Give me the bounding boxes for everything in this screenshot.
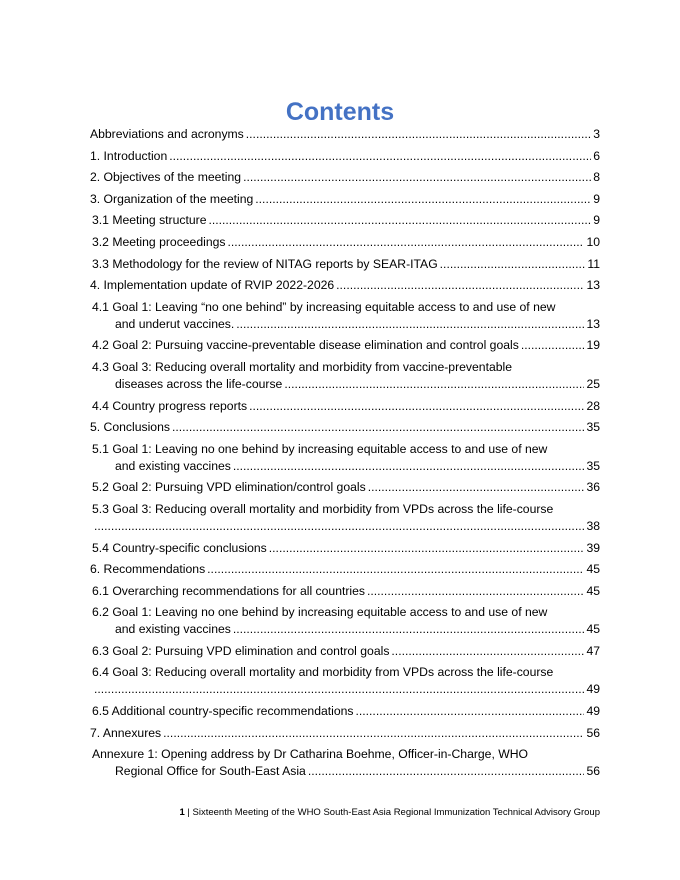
toc-entry-5-3-goal-3[interactable] (90, 501, 600, 535)
toc-entry-text: 6.5 Additional country-specific recommendations (92, 704, 354, 719)
leader-dots (233, 621, 585, 638)
toc-page-number: 35 (586, 420, 600, 435)
leader-dots (249, 398, 584, 415)
toc-entry-additional-recommendations[interactable] (90, 703, 600, 720)
leader-dots (284, 376, 584, 393)
toc-entry-text: 5.4 Country-specific conclusions (92, 540, 267, 555)
toc-page-number: 56 (586, 764, 600, 779)
toc-entry-overarching-recommendations[interactable] (90, 583, 600, 600)
leader-dots (207, 561, 584, 578)
toc-page-number: 25 (586, 376, 600, 391)
leader-dots (269, 540, 585, 557)
toc-page-number: 8 (593, 170, 600, 185)
footer-text: | Sixteenth Meeting of the WHO South-East Asia Regional Immunization Technical Advisory Group (184, 807, 600, 818)
toc-entry-conclusions[interactable] (90, 419, 600, 436)
toc-entry-meeting-proceedings[interactable] (90, 234, 600, 251)
leader-dots (94, 681, 584, 698)
leader-dots (255, 191, 591, 208)
leader-dots (172, 419, 584, 436)
leader-dots (169, 148, 591, 165)
leader-dots (440, 256, 586, 273)
toc-entry-annexure-1[interactable] (90, 746, 600, 780)
toc-entry-introduction[interactable] (90, 148, 600, 165)
toc-entry-objectives[interactable] (90, 169, 600, 186)
leader-dots (308, 763, 585, 780)
toc-page-number: 13 (586, 316, 600, 331)
toc-entry-4-2-goal-2[interactable] (90, 337, 600, 354)
toc-page-number: 11 (587, 256, 600, 271)
toc-entry-implementation-update[interactable] (90, 277, 600, 294)
toc-page-number: 9 (593, 213, 600, 228)
toc-entry-text: diseases across the life-course (115, 376, 283, 391)
toc-entry-text: 7. Annexures (90, 725, 162, 740)
toc-page-number: 47 (586, 643, 600, 658)
toc-entry-6-4-goal-3[interactable] (90, 664, 600, 698)
toc-entry-text: and underut vaccines. (115, 316, 235, 331)
toc-entry-text-first-line: 4.3 Goal 3: Reducing overall mortality and morbidity from vaccine-preventable (92, 359, 512, 374)
toc-entry-organization[interactable] (90, 191, 600, 208)
leader-dots (208, 212, 591, 229)
toc-page-number: 45 (586, 583, 600, 598)
table-of-contents (90, 126, 600, 785)
toc-entry-meeting-structure[interactable] (90, 212, 600, 229)
toc-entry-methodology[interactable] (90, 256, 600, 273)
toc-page-number: 6 (593, 148, 600, 163)
toc-entry-country-specific-conclusions[interactable] (90, 540, 600, 557)
toc-entry-text: 5.2 Goal 2: Pursuing VPD elimination/control goals (92, 480, 366, 495)
page-title: Contents (285, 98, 395, 126)
toc-page-number: 49 (586, 682, 600, 697)
leader-dots (246, 126, 591, 143)
toc-entry-annexures[interactable] (90, 725, 600, 742)
leader-dots (391, 643, 584, 660)
toc-entry-text-first-line: 5.3 Goal 3: Reducing overall mortality and morbidity from VPDs across the life-course (92, 501, 554, 516)
toc-entry-text: 3.1 Meeting structure (92, 213, 207, 228)
leader-dots (163, 725, 584, 742)
toc-entry-text-first-line: Annexure 1: Opening address by Dr Catharina Boehme, Officer-in-Charge, WHO (92, 747, 529, 762)
toc-entry-text: 4. Implementation update of RVIP 2022-2026 (90, 278, 335, 293)
leader-dots (227, 234, 584, 251)
toc-entry-text: 4.2 Goal 2: Pursuing vaccine-preventable disease elimination and control goals (92, 338, 519, 353)
toc-entry-text: 6.3 Goal 2: Pursuing VPD elimination and control goals (92, 643, 390, 658)
leader-dots (236, 316, 584, 333)
toc-entry-4-1-goal-1[interactable] (90, 299, 600, 333)
toc-page-number: 49 (586, 704, 600, 719)
leader-dots (336, 277, 584, 294)
toc-entry-6-2-goal-1[interactable] (90, 604, 600, 638)
toc-entry-4-3-goal-3[interactable] (90, 359, 600, 393)
toc-entry-text: and existing vaccines (115, 622, 231, 637)
toc-entry-text: 3. Organization of the meeting (90, 191, 254, 206)
page-footer (179, 806, 600, 820)
toc-page-number: 36 (586, 480, 600, 495)
toc-page-number: 45 (586, 622, 600, 637)
toc-entry-5-2-goal-2[interactable] (90, 479, 600, 496)
toc-page-number: 28 (586, 398, 600, 413)
toc-entry-text: 3.2 Meeting proceedings (92, 234, 226, 249)
leader-dots (521, 337, 585, 354)
toc-page-number: 45 (586, 562, 600, 577)
toc-entry-text: 4.4 Country progress reports (92, 398, 248, 413)
toc-page-number: 19 (586, 338, 600, 353)
toc-page-number: 13 (586, 278, 600, 293)
toc-entry-6-3-goal-2[interactable] (90, 643, 600, 660)
toc-entry-recommendations[interactable] (90, 561, 600, 578)
toc-page-number: 9 (593, 191, 600, 206)
toc-entry-text: 3.3 Methodology for the review of NITAG reports by SEAR-ITAG (92, 256, 438, 271)
footer-page-number: 1 (179, 807, 185, 818)
toc-entry-text: 5. Conclusions (90, 420, 170, 435)
toc-entry-text: 2. Objectives of the meeting (90, 170, 242, 185)
toc-page-number: 10 (586, 234, 600, 249)
leader-dots (243, 169, 591, 186)
toc-entry-abbreviations[interactable] (90, 126, 600, 143)
toc-entry-text: Regional Office for South-East Asia (115, 764, 306, 779)
toc-entry-text-first-line: 6.4 Goal 3: Reducing overall mortality and morbidity from VPDs across the life-course (92, 665, 554, 680)
leader-dots (367, 583, 584, 600)
toc-entry-text: and existing vaccines (115, 458, 231, 473)
toc-entry-text: 6. Recommendations (90, 562, 206, 577)
toc-entry-text: Abbreviations and acronyms (90, 127, 244, 141)
toc-entry-country-progress-reports[interactable] (90, 398, 600, 415)
leader-dots (94, 518, 584, 535)
toc-entry-text-first-line: 6.2 Goal 1: Leaving no one behind by increasing equitable access to and use of new (92, 605, 548, 620)
toc-entry-5-1-goal-1[interactable] (90, 441, 600, 475)
leader-dots (233, 458, 585, 475)
leader-dots (356, 703, 585, 720)
leader-dots (368, 479, 585, 496)
toc-entry-text-first-line: 4.1 Goal 1: Leaving “no one behind” by increasing equitable access to and use of new (92, 299, 556, 314)
toc-page-number: 56 (586, 725, 600, 740)
toc-page-number: 39 (586, 540, 600, 555)
toc-page-number: 3 (593, 127, 600, 141)
toc-entry-text-first-line: 5.1 Goal 1: Leaving no one behind by increasing equitable access to and use of new (92, 441, 548, 456)
toc-entry-text: 6.1 Overarching recommendations for all countries (92, 583, 365, 598)
toc-page-number: 35 (586, 458, 600, 473)
toc-page-number: 38 (586, 518, 600, 533)
toc-entry-text: 1. Introduction (90, 148, 168, 163)
